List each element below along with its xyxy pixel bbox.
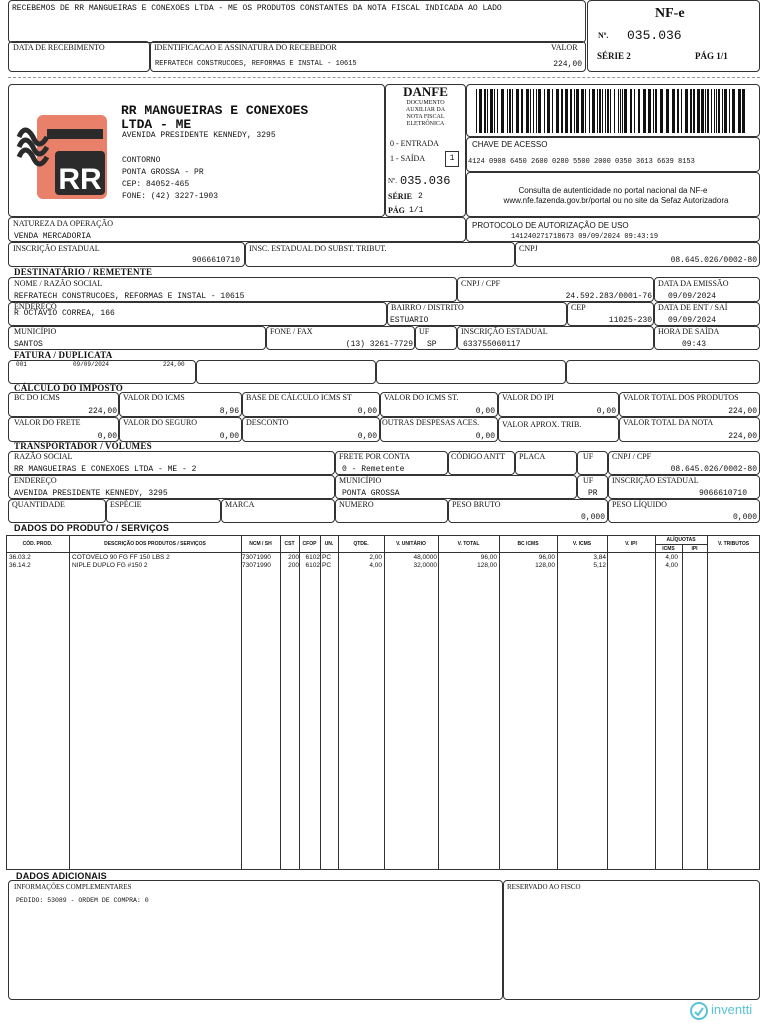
imp-bc-icms-value: 224,00 — [88, 407, 117, 416]
barcode-bar — [538, 89, 541, 133]
info-label: INFORMAÇÕES COMPLEMENTARES — [14, 883, 132, 891]
imp-frete-label: VALOR DO FRETE — [14, 418, 81, 427]
logo-letters: RR — [58, 163, 102, 196]
barcode-bar — [711, 89, 712, 133]
tr-especie-label: ESPÉCIE — [110, 500, 142, 509]
barcode-bar — [516, 89, 519, 133]
tr-pb-label: PESO BRUTO — [452, 500, 501, 509]
dest-endereco-value: R OCTAVIO CORREA, 166 — [14, 309, 115, 318]
barcode-bar — [610, 89, 611, 133]
transportador-section-title: TRANSPORTADOR / VOLUMES — [14, 441, 152, 451]
barcode-bar — [602, 89, 603, 133]
imp-v-st-label: VALOR DO ICMS ST. — [384, 393, 459, 402]
barcode-image — [476, 89, 752, 133]
danfe-subtitle-3: NOTA FISCAL — [406, 114, 445, 120]
dest-cep-value: 11025-230 — [608, 316, 652, 325]
danfe-entrada: 0 - ENTRADA — [390, 139, 439, 148]
barcode-bar — [614, 89, 615, 133]
canhoto-recipient: REFRATECH CONSTRUCOES, REFORMAS E INSTAL - 10615 — [155, 60, 357, 68]
barcode-bar — [685, 89, 688, 133]
th-un: UN. — [324, 541, 334, 547]
dest-uf-value: SP — [427, 340, 437, 349]
cell-ncm: 73071990 — [242, 562, 271, 569]
fatura-box-2 — [196, 360, 376, 384]
cell-cst: 200 — [288, 562, 299, 569]
cell-ncm: 73071990 — [242, 554, 271, 561]
dest-bairro-value: ESTUARIO — [390, 316, 429, 325]
tr-endereco-label: ENDEREÇO — [14, 476, 57, 485]
barcode-bar — [724, 89, 727, 133]
cell-un: PC — [322, 554, 332, 561]
col-sep-4 — [299, 535, 300, 870]
barcode-bar — [630, 89, 632, 133]
canhoto-number: 035.036 — [627, 28, 682, 43]
barcode-bar — [607, 89, 609, 133]
barcode-bar — [716, 89, 717, 133]
danfe-serie: 2 — [418, 192, 423, 201]
imp-v-prod-value: 224,00 — [728, 407, 757, 416]
cell-desc: COTOVELO 90 FG FF 150 LBS 2 — [72, 554, 170, 561]
dest-nome-value: REFRATECH CONSTRUCOES, REFORMAS E INSTAL - 10615 — [14, 292, 245, 301]
tr-qtd-label: QUANTIDADE — [12, 500, 65, 509]
ie-value: 9066610710 — [191, 256, 240, 265]
produtos-header-line — [6, 552, 760, 553]
dest-emissao-value: 09/09/2024 — [668, 292, 717, 301]
barcode-bar — [494, 89, 495, 133]
barcode-bar — [660, 89, 663, 133]
imp-bc-icms-label: BC DO ICMS — [14, 393, 60, 402]
col-sep-7 — [384, 535, 385, 870]
barcode-bar — [620, 89, 621, 133]
cnpj-label: CNPJ — [519, 244, 538, 253]
dest-cep-label: CEP — [571, 303, 586, 312]
barcode-bar — [479, 89, 482, 133]
barcode-bar — [672, 89, 675, 133]
cell-vicms: 3,84 — [593, 554, 606, 561]
barcode-bar — [585, 89, 586, 133]
danfe-saida: 1 - SAÍDA — [390, 154, 426, 163]
tr-uf2-value: PR — [588, 489, 598, 498]
produtos-table-box — [6, 535, 760, 870]
imposto-section-title: CÁLCULO DO IMPOSTO — [14, 383, 123, 393]
danfe-title: DANFE — [403, 84, 448, 99]
danfe-number: 035.036 — [400, 174, 451, 188]
col-sep-8 — [438, 535, 439, 870]
imp-seguro-value: 0,00 — [219, 432, 239, 441]
imp-v-ipi-value: 0,00 — [596, 407, 616, 416]
fisco-box — [503, 880, 760, 1000]
cell-cod: 36.03.2 — [9, 554, 31, 561]
barcode-bar — [643, 89, 646, 133]
consulta-line2: www.nfe.fazenda.gov.br/portal ou no site da Sefaz Autorizadora — [503, 196, 729, 205]
dest-ie-value: 633755060117 — [463, 340, 521, 349]
emitente-address: AVENIDA PRESIDENTE KENNEDY, 3295 — [122, 131, 276, 140]
imp-aprox-label: VALOR APROX. TRIB. — [502, 420, 582, 429]
natureza-value: VENDA MERCADORIA — [14, 232, 91, 241]
barcode-bar — [634, 89, 635, 133]
th-desc: DESCRIÇÃO DOS PRODUTOS / SERVIÇOS — [104, 541, 206, 547]
th-vipi: V. IPI — [625, 541, 637, 547]
col-sep-6 — [338, 535, 339, 870]
th-qtde: QTDE. — [353, 541, 369, 547]
danfe-tipo-box: 1 — [445, 151, 459, 167]
danfe-number-prefix: Nº. — [388, 177, 397, 185]
canhoto-page: PÁG 1/1 — [695, 51, 728, 61]
iest-label: INSC. ESTADUAL DO SUBST. TRIBUT. — [249, 244, 387, 253]
tr-pb-value: 0,000 — [580, 513, 605, 522]
danfe-page-label: PÁG — [388, 206, 405, 215]
barcode-bar — [677, 89, 679, 133]
canhoto-date-label: DATA DE RECEBIMENTO — [13, 43, 105, 52]
th-bcicms: BC ICMS — [517, 541, 539, 547]
imp-seguro-label: VALOR DO SEGURO — [123, 418, 198, 427]
dest-saida-value: 09/09/2024 — [668, 316, 717, 325]
barcode-bar — [648, 89, 651, 133]
col-sep-14 — [707, 535, 708, 870]
danfe-subtitle-1: DOCUMENTO — [406, 100, 445, 106]
barcode-bar — [561, 89, 563, 133]
th-vunit: V. UNITÁRIO — [396, 541, 426, 547]
barcode-bar — [729, 89, 730, 133]
cell-bcicms: 128,00 — [535, 562, 555, 569]
protocolo-label: PROTOCOLO DE AUTORIZAÇÃO DE USO — [472, 221, 629, 230]
canhoto-nfe-title: NF-e — [655, 6, 685, 21]
canhoto-value-label: VALOR — [551, 43, 578, 52]
cell-cod: 36.14.2 — [9, 562, 31, 569]
dest-emissao-label: DATA DA EMISSÃO — [658, 279, 729, 288]
brand-logo-icon — [690, 1002, 708, 1020]
imp-bc-st-label: BASE DE CÁLCULO ICMS ST — [246, 393, 352, 402]
dest-endereco-label: ENDEREÇO — [14, 302, 57, 311]
tr-antt-label: CÓDIGO ANTT — [451, 452, 505, 461]
cell-un: PC — [322, 562, 332, 569]
imp-outras-value: 0,00 — [475, 432, 495, 441]
barcode-bar — [653, 89, 654, 133]
barcode-bar — [521, 89, 523, 133]
cell-qtde: 4,00 — [369, 562, 382, 569]
th-cod: CÓD. PROD. — [22, 541, 53, 547]
barcode-bar — [624, 89, 627, 133]
dest-municipio-label: MUNICÍPIO — [14, 327, 57, 336]
tr-cnpj-value: 08.645.026/0002-80 — [670, 465, 757, 474]
barcode-bar — [512, 89, 513, 133]
barcode-bar — [565, 89, 568, 133]
imp-v-prod-label: VALOR TOTAL DOS PRODUTOS — [623, 393, 739, 402]
barcode-bar — [697, 89, 700, 133]
dest-bairro-label: BAIRRO / DISTRITO — [391, 303, 464, 312]
barcode-bar — [622, 89, 623, 133]
fatura-box-4 — [566, 360, 760, 384]
canhoto-receipt-text: RECEBEMOS DE RR MANGUEIRAS E CONEXOES LTDA - ME OS PRODUTOS CONSTANTES DA NOTA FISCAL INDICADA AO LADO — [12, 4, 502, 13]
emitente-logo — [15, 107, 111, 205]
cell-desc: NIPLE DUPLO FG #150 2 — [72, 562, 148, 569]
produtos-section-title: DADOS DO PRODUTO / SERVIÇOS — [14, 523, 170, 533]
danfe-serie-label: SÉRIE — [388, 192, 413, 201]
imp-v-st-value: 0,00 — [475, 407, 495, 416]
th-cst: CST — [284, 541, 295, 547]
canhoto-number-prefix: Nº. — [598, 31, 609, 40]
imp-desconto-label: DESCONTO — [246, 418, 289, 427]
tr-marca-label: MARCA — [225, 500, 255, 509]
barcode-bar — [655, 89, 657, 133]
canhoto-sign-label: IDENTIFICACAO E ASSINATURA DO RECEBEDOR — [154, 43, 337, 52]
emitente-city: PONTA GROSSA - PR — [122, 168, 204, 177]
col-sep-1 — [69, 535, 70, 870]
tr-razao-value: RR MANGUEIRAS E CONEXOES LTDA - ME - 2 — [14, 465, 197, 474]
chave-value: 4124 0908 6450 2600 0280 5500 2000 0350 3613 6639 8153 — [468, 158, 695, 166]
emitente-district: CONTORNO — [122, 156, 161, 165]
col-sep-5 — [320, 535, 321, 870]
natureza-label: NATUREZA DA OPERAÇÃO — [13, 219, 114, 228]
tr-frete-value: 0 - Remetente — [342, 465, 405, 474]
cell-cfop: 6102 — [305, 562, 320, 569]
barcode-bar — [738, 89, 741, 133]
fatura-section-title: FATURA / DUPLICATA — [14, 350, 113, 360]
barcode-bar — [605, 89, 606, 133]
cell-bcicms: 96,00 — [538, 554, 555, 561]
barcode-bar — [484, 89, 486, 133]
fatura-numero: 001 — [16, 361, 27, 368]
dest-hora-value: 09:43 — [682, 340, 707, 349]
barcode-bar — [476, 89, 477, 133]
dest-ie-label: INSCRIÇÃO ESTADUAL — [461, 327, 548, 336]
imp-desconto-value: 0,00 — [357, 432, 377, 441]
tr-uf2-label: UF — [583, 476, 594, 485]
cell-vunit: 32,0000 — [413, 562, 437, 569]
barcode-bar — [638, 89, 640, 133]
canhoto-serie: SÉRIE 2 — [597, 51, 631, 61]
emitente-phone: FONE: (42) 3227-1903 — [122, 192, 219, 201]
barcode-bar — [507, 89, 508, 133]
th-vicms: V. ICMS — [572, 541, 592, 547]
cell-cfop: 6102 — [305, 554, 320, 561]
fatura-vencimento: 09/09/2024 — [73, 361, 110, 368]
barcode-bar — [497, 89, 498, 133]
tr-cnpj-label: CNPJ / CPF — [612, 452, 652, 461]
barcode-bar — [693, 89, 695, 133]
barcode-bar — [705, 89, 706, 133]
barcode-bar — [707, 89, 709, 133]
emitente-name-line1: RR MANGUEIRAS E CONEXOES — [121, 103, 309, 118]
barcode-bar — [547, 89, 550, 133]
info-value: PEDIDO: 53089 - ORDEM DE COMPRA: 0 — [16, 897, 149, 904]
fatura-valor: 224,00 — [163, 361, 185, 368]
barcode-bar — [722, 89, 723, 133]
tr-uf-label: UF — [583, 452, 594, 461]
barcode-bar — [718, 89, 720, 133]
imp-outras-label: OUTRAS DESPESAS ACES. — [382, 418, 480, 427]
dest-hora-label: HORA DE SAÍDA — [658, 327, 720, 336]
cell-vtotal: 96,00 — [480, 554, 497, 561]
barcode-bar — [597, 89, 598, 133]
dest-cnpj-label: CNPJ / CPF — [461, 279, 501, 288]
cell-icms: 4,00 — [665, 554, 678, 561]
cell-vicms: 5,12 — [593, 562, 606, 569]
th-aliq-ipi: IPI — [691, 546, 698, 552]
tr-numero-label: NUMERO — [339, 500, 374, 509]
barcode-bar — [714, 89, 715, 133]
barcode-bar — [570, 89, 572, 133]
dest-municipio-value: SANTOS — [14, 340, 43, 349]
col-sep-3 — [280, 535, 281, 870]
barcode-bar — [701, 89, 704, 133]
col-sep-10 — [557, 535, 558, 870]
tr-ie-value: 9066610710 — [698, 489, 747, 498]
tr-municipio-label: MUNICÍPIO — [339, 476, 382, 485]
dest-cnpj-value: 24.592.283/0001-76 — [565, 292, 652, 301]
barcode-bar — [533, 89, 534, 133]
col-sep-9 — [499, 535, 500, 870]
cnpj-value: 08.645.026/0002-80 — [670, 256, 757, 265]
emitente-name-line2: LTDA - ME — [121, 117, 192, 132]
tr-endereco-value: AVENIDA PRESIDENTE KENNEDY, 3295 — [14, 489, 168, 498]
cell-vtotal: 128,00 — [477, 562, 497, 569]
barcode-bar — [536, 89, 537, 133]
imp-v-icms-value: 8,96 — [219, 407, 239, 416]
cell-icms: 4,00 — [665, 562, 678, 569]
th-cfop: CFOP — [302, 541, 317, 547]
barcode-bar — [690, 89, 692, 133]
danfe-subtitle-4: ELETRÔNICA — [406, 121, 445, 127]
ie-label: INSCRIÇÃO ESTADUAL — [13, 244, 100, 253]
barcode-bar — [681, 89, 682, 133]
barcode-bar — [490, 89, 493, 133]
tr-ie-label: INSCRIÇÃO ESTADUAL — [612, 476, 699, 485]
barcode-bar — [589, 89, 590, 133]
danfe-page: 1/1 — [409, 206, 424, 215]
barcode-bar — [732, 89, 735, 133]
brand-name: inventti — [711, 1002, 753, 1017]
canhoto-value: 224,00 — [553, 60, 582, 69]
barcode-bar — [574, 89, 575, 133]
th-vtotal: V. TOTAL — [457, 541, 480, 547]
dest-nome-label: NOME / RAZÃO SOCIAL — [14, 279, 103, 288]
col-sep-12 — [655, 535, 656, 870]
th-aliq-icms: ICMS — [662, 546, 675, 552]
barcode-bar — [666, 89, 669, 133]
col-sep-13 — [682, 544, 683, 870]
consulta-line1: Consulta de autenticidade no portal nacional da NF-e — [518, 186, 708, 195]
barcode-bar — [592, 89, 595, 133]
barcode-bar — [576, 89, 579, 133]
danfe-subtitle — [385, 100, 466, 128]
cut-line — [8, 77, 760, 78]
tr-pl-value: 0,000 — [732, 513, 757, 522]
col-sep-2 — [241, 535, 242, 870]
chave-label: CHAVE DE ACESSO — [472, 140, 548, 149]
destinatario-section-title: DESTINATÁRIO / REMETENTE — [14, 267, 153, 277]
col-sep-11 — [607, 535, 608, 870]
dest-saida-label: DATA DE ENT / SAÍ — [658, 303, 728, 312]
barcode-bar — [487, 89, 488, 133]
imp-v-ipi-label: VALOR DO IPI — [502, 393, 554, 402]
th-vtrib: V. TRIBUTOS — [717, 541, 750, 547]
cell-qtde: 2,00 — [369, 554, 382, 561]
fatura-box-3 — [376, 360, 566, 384]
barcode-bar — [742, 89, 745, 133]
dest-fone-label: FONE / FAX — [270, 327, 313, 336]
barcode-bar — [509, 89, 511, 133]
barcode-bar — [599, 89, 601, 133]
th-aliq: ALÍQUOTAS — [666, 537, 696, 543]
th-ncm: NCM / SH — [249, 541, 272, 547]
barcode-bar — [556, 89, 559, 133]
imp-v-icms-label: VALOR DO ICMS — [123, 393, 185, 402]
tr-municipio-value: PONTA GROSSA — [342, 489, 400, 498]
danfe-subtitle-2: AUXILIAR DA — [405, 107, 446, 113]
tr-pl-label: PESO LÍQUIDO — [612, 500, 667, 509]
barcode-bar — [501, 89, 504, 133]
adicionais-section-title: DADOS ADICIONAIS — [16, 871, 107, 881]
dest-uf-label: UF — [419, 327, 430, 336]
barcode-bar — [552, 89, 553, 133]
emitente-cep: CEP: 84052-465 — [122, 180, 190, 189]
cell-vunit: 48,0000 — [413, 554, 437, 561]
tr-placa-label: PLACA — [519, 452, 546, 461]
tr-razao-label: RAZÃO SOCIAL — [14, 452, 73, 461]
imp-bc-st-value: 0,00 — [357, 407, 377, 416]
tr-frete-label: FRETE POR CONTA — [339, 452, 410, 461]
imp-frete-value: 0,00 — [97, 432, 117, 441]
imp-v-nota-label: VALOR TOTAL DA NOTA — [623, 418, 714, 427]
fisco-label: RESERVADO AO FISCO — [507, 883, 581, 891]
barcode-bar — [526, 89, 529, 133]
protocolo-value: 141240271718673 09/09/2024 09:43:19 — [511, 233, 659, 241]
imp-v-nota-value: 224,00 — [728, 432, 757, 441]
barcode-bar — [618, 89, 619, 133]
barcode-bar — [544, 89, 545, 133]
dest-fone-value: (13) 3261-7729 — [345, 340, 413, 349]
cell-cst: 200 — [288, 554, 299, 561]
barcode-bar — [581, 89, 584, 133]
barcode-bar — [530, 89, 531, 133]
aliq-sub-line — [655, 544, 707, 545]
